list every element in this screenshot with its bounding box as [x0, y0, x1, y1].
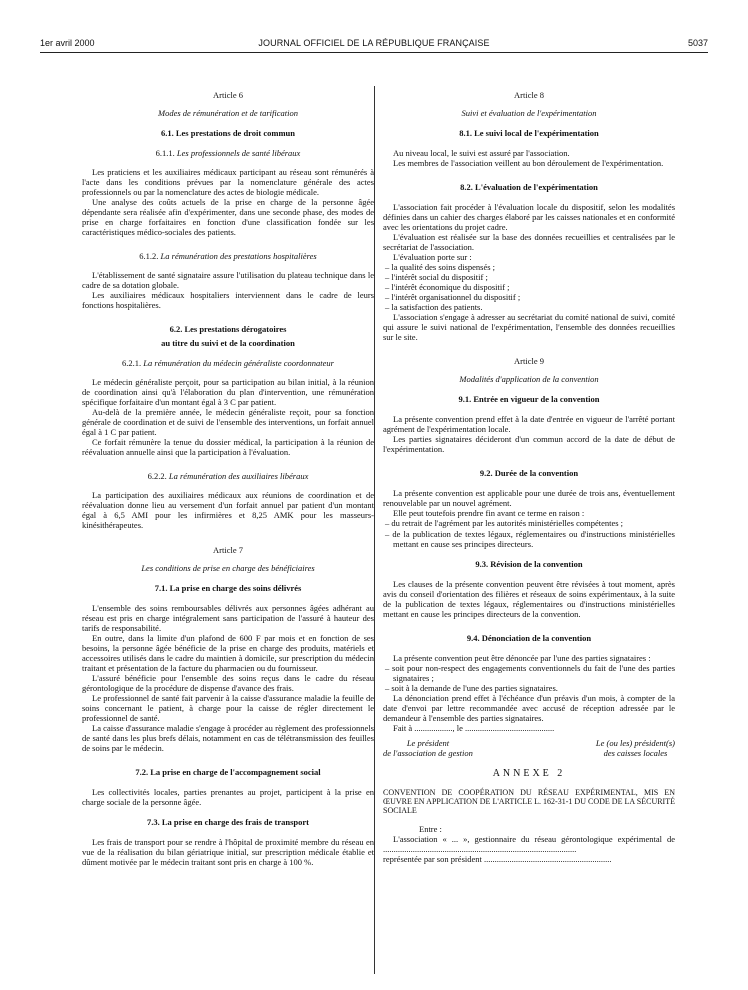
section-9-3-heading: 9.3. Révision de la convention — [475, 558, 583, 569]
paragraph: Au-delà de la première année, le médecin généraliste reçoit, pour sa fonction générale de coordination et de suivi de l'ensemble des interventions, un forfait annuel égal à 1 C par patient. — [82, 407, 374, 438]
section-6-2-1-heading — [82, 358, 374, 368]
paragraph: Les praticiens et les auxiliaires médicaux participant au réseau sont rémunérés à l'acte dans les conditions prévues par la nomenclature générale des actes professionnels ou par la nomenclature des actes de biologie médicale. — [82, 167, 374, 198]
paragraph: Les collectivités locales, parties prenantes au projet, participent à la prise en charge sociale de la personne âgée. — [82, 786, 374, 807]
header-journal-title: JOURNAL OFFICIEL DE LA RÉPUBLIQUE FRANÇAISE — [258, 38, 490, 48]
page-header — [40, 38, 708, 53]
article-8-title: Article 8 — [514, 90, 544, 100]
signature-role: des caisses locales — [603, 747, 668, 758]
left-column — [82, 90, 374, 867]
section-title: La rémunération du médecin généraliste coordonnateur — [143, 358, 334, 369]
article-7-title: Article 7 — [213, 544, 243, 555]
paragraph: La présente convention peut être dénoncée par l'une des parties signataires : — [393, 652, 651, 663]
list-item: – du retrait de l'agrément par les autorités ministérielles compétentes ; — [383, 518, 675, 528]
paragraph: L'établissement de santé signataire assure l'utilisation du plateau technique dans le cadre de sa dotation globale. — [82, 270, 374, 291]
section-8-1-heading: 8.1. Le suivi local de l'expérimentation — [459, 128, 599, 139]
paragraph: L'évaluation est réalisée sur la base des données recueillies et centralisées par le secrétariat de l'association. — [383, 232, 675, 253]
section-9-1-heading: 9.1. Entrée en vigueur de la convention — [458, 394, 600, 405]
signature-block — [383, 738, 675, 758]
header-date: 1er avril 2000 — [40, 38, 95, 48]
list-item: – soit pour non-respect des engagements conventionnels du fait de l'une des parties signataires ; — [383, 663, 675, 683]
section-number: 6.2.2. — [147, 471, 167, 482]
list-item: – la qualité des soins dispensés ; — [383, 262, 675, 272]
signature-title: Le président — [406, 737, 450, 748]
paragraph: Les frais de transport pour se rendre à l'hôpital de proximité membre du réseau en vue de la réalisation du bilan gériatrique initial, sur prescription médicale établie et dûment motivée par le médecin traitant sont pris en charge à 100 %. — [82, 836, 374, 867]
denunciation-list — [383, 663, 675, 693]
article-6-title: Article 6 — [213, 90, 243, 100]
section-6-2-2-heading — [82, 471, 374, 481]
section-title: La rémunération des prestations hospitalières — [160, 251, 317, 262]
list-item: – l'intérêt social du dispositif ; — [383, 272, 675, 282]
paragraph: Les membres de l'association veillent au bon déroulement de l'expérimentation. — [393, 158, 664, 169]
between-label: Entre : — [419, 823, 442, 834]
paragraph: La participation des auxiliaires médicaux aux réunions de coordination et de réévaluation donne lieu au versement d'un forfait annuel par patient d'un montant égal à 6,5 AMI pour les infirmières et 8,25 AMK pour les masseurs-kinésithérapeutes. — [82, 490, 374, 531]
column-divider — [374, 86, 375, 974]
paragraph: Ce forfait rémunère la tenue du dossier médical, la participation à la réunion de réévaluation annuelle ainsi que la participation à l'évaluation. — [82, 437, 374, 458]
representative-line: représentée par son président ............................................................ — [383, 853, 612, 864]
section-7-1-heading: 7.1. La prise en charge des soins délivrés — [154, 582, 302, 593]
article-9-title: Article 9 — [514, 356, 544, 367]
paragraph: Le médecin généraliste perçoit, pour sa participation au bilan initial, à la réunion de coordination ainsi qu'à l'élaboration du plan d'intervention, une rémunération spécifique forfaitaire d'un montant égal à 3 C par patient. — [82, 377, 374, 408]
paragraph: L'association fait procéder à l'évaluation locale du dispositif, selon les modalités définies dans un cahier des charges élaboré par les caisses nationales et en conformité avec les orientations du projet cadre. — [383, 202, 675, 233]
paragraph: La présente convention prend effet à la date d'entrée en vigueur de l'arrêté portant agrément de l'expérimentation locale. — [383, 414, 675, 435]
paragraph: Une analyse des coûts actuels de la prise en charge de la personne âgée dépendante sera réalisée afin d'expérimenter, dans une seconde phase, des modes de prise en charge forfaitaires en fonction d'une classification fondée sur les caractéristiques médico-sociales des patients. — [82, 197, 374, 238]
signature-place-date: Fait à .................., le .......................................... — [393, 722, 555, 733]
signature-title: Le (ou les) président(s) — [595, 737, 675, 748]
annex-heading: ANNEXE 2 — [492, 767, 566, 779]
paragraph: Elle peut toutefois prendre fin avant ce terme en raison : — [393, 508, 585, 519]
list-item: – la satisfaction des patients. — [383, 302, 675, 312]
section-title: La rémunération des auxiliaires libéraux — [168, 471, 309, 482]
section-6-1-1-heading — [82, 148, 374, 158]
section-number: 6.2.1. — [122, 358, 142, 369]
signature-role: de l'association de gestion — [383, 747, 473, 758]
paragraph: Les parties signataires décideront d'un commun accord de la date de début de l'expérimentation. — [383, 434, 675, 455]
paragraph: La présente convention est applicable pour une durée de trois ans, éventuellement renouvelable par un nouvel agrément. — [383, 488, 675, 509]
right-column — [383, 90, 675, 864]
header-page-number: 5037 — [687, 38, 708, 48]
paragraph: L'ensemble des soins remboursables délivrés aux personnes âgées adhérant au réseau est pris en charge intégralement sans participation de l'assuré à hauteur des tarifs de responsabilité. — [82, 602, 374, 633]
paragraph: L'assuré bénéficie pour l'ensemble des soins reçus dans le cadre du réseau gérontologique de la procédure de dispense d'avance des frais. — [82, 672, 374, 693]
article-8-subtitle: Suivi et évaluation de l'expérimentation — [461, 108, 597, 119]
section-7-3-heading: 7.3. La prise en charge des frais de transport — [147, 816, 309, 827]
section-6-1-heading: 6.1. Les prestations de droit commun — [160, 128, 296, 139]
article-9-subtitle: Modalités d'application de la convention — [459, 374, 599, 385]
signature-right — [596, 738, 675, 758]
section-6-2-heading-line1: 6.2. Les prestations dérogatoires — [169, 324, 287, 335]
paragraph: En outre, dans la limite d'un plafond de 600 F par mois et en fonction de ses besoins, la personne âgée bénéficie de la prise en charge des produits, matériels et accessoires utilisés dans le cadre du maintien à domicile, sur prescription du médecin traitant et présentation de la facture du pharmacien ou du fournisseur. — [82, 632, 374, 673]
paragraph: L'association s'engage à adresser au secrétariat du comité national de suivi, comité qui assure le suivi national de l'expérimentation, l'ensemble des données recueillies sur le site. — [383, 312, 675, 343]
section-9-2-heading: 9.2. Durée de la convention — [479, 468, 579, 479]
section-6-2-heading-line2: au titre du suivi et de la coordination — [161, 338, 295, 349]
section-title: Les professionnels de santé libéraux — [176, 148, 301, 159]
termination-reasons-list — [383, 518, 675, 548]
evaluation-criteria-list — [383, 262, 675, 312]
paragraph: Les clauses de la présente convention peuvent être révisées à tout moment, après avis du conseil d'orientation des filières et réseaux de soins expérimentaux, à la suite de la publication de textes légaux, réglementaires ou d'instructions ministérielles mettant en cause les principes directeurs de la convention. — [383, 578, 675, 619]
list-item: – l'intérêt économique du dispositif ; — [383, 282, 675, 292]
list-item: – soit à la demande de l'une des parties signataires. — [383, 683, 675, 693]
section-6-1-2-heading — [82, 251, 374, 261]
paragraph: Au niveau local, le suivi est assuré par l'association. — [393, 148, 570, 159]
signature-left — [383, 738, 473, 758]
paragraph: Le professionnel de santé fait parvenir à la caisse d'assurance maladie la feuille de soins concernant le patient, à charge pour la caisse de régler directement le professionnel de santé. — [82, 692, 374, 723]
section-number: 6.1.1. — [155, 148, 175, 159]
association-line: L'association « ... », gestionnaire du réseau gérontologique expérimental de ........................................................................................... — [383, 833, 675, 854]
section-number: 6.1.2. — [139, 251, 159, 262]
paragraph: Les auxiliaires médicaux hospitaliers interviennent dans le cadre de leurs fonctions hospitalières. — [82, 290, 374, 311]
list-item: – l'intérêt organisationnel du dispositif ; — [383, 292, 675, 302]
paragraph: La dénonciation prend effet à l'échéance d'un préavis d'un mois, à compter de la date d'envoi par lettre recommandée avec accusé de réception adressée par le demandeur à l'ensemble des parties signataires. — [383, 692, 675, 723]
section-9-4-heading: 9.4. Dénonciation de la convention — [466, 632, 592, 643]
paragraph: L'évaluation porte sur : — [393, 252, 472, 263]
section-7-2-heading: 7.2. La prise en charge de l'accompagnement social — [135, 766, 321, 777]
article-6-subtitle: Modes de rémunération et de tarification — [158, 108, 298, 119]
annex-title: CONVENTION DE COOPÉRATION DU RÉSEAU EXPÉRIMENTAL, MIS EN ŒUVRE EN APPLICATION DE L'ARTICLE L. 162-31-1 DU CODE DE LA SÉCURITÉ SOCIALE — [383, 787, 675, 816]
paragraph: La caisse d'assurance maladie s'engage à procéder au règlement des professionnels de santé dans les plus brefs délais, notamment en cas de télétransmission des feuilles de soins par le médecin. — [82, 722, 374, 753]
list-item: – de la publication de textes légaux, réglementaires ou d'instructions ministérielles mettant en cause ses principes directeurs. — [383, 529, 675, 549]
section-8-2-heading: 8.2. L'évaluation de l'expérimentation — [460, 182, 598, 193]
article-7-subtitle: Les conditions de prise en charge des bénéficiaires — [141, 562, 315, 573]
